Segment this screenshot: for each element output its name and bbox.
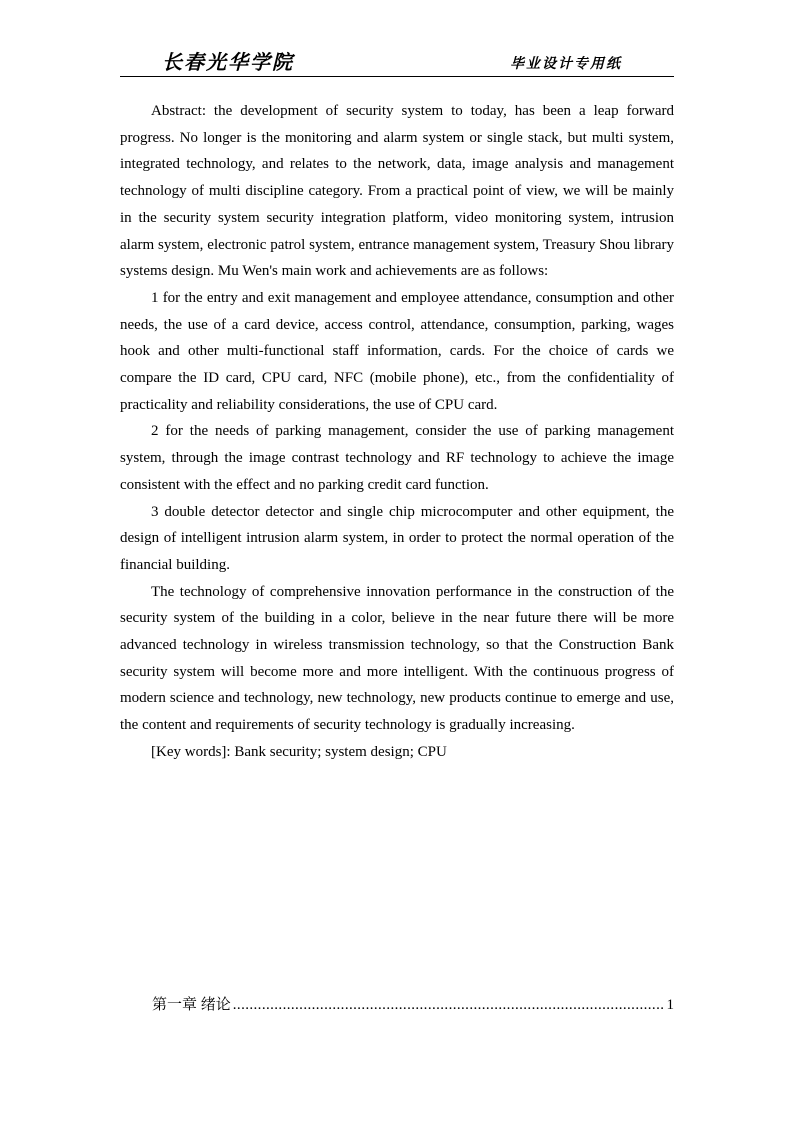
achievement-paragraph-2: 2 for the needs of parking management, consider the use of parking management system, through the image contrast technology and RF technology to achieve the image consistent with the effect and no parking credit card function. <box>120 423 674 493</box>
toc-dot-leader <box>233 993 665 1017</box>
toc-entry[interactable] <box>152 993 674 1017</box>
achievement-paragraph-3: 3 double detector detector and single chip microcomputer and other equipment, the design of intelligent intrusion alarm system, in order to protect the normal operation of the financial building. <box>120 503 674 573</box>
abstract-paragraph: Abstract: the development of security system to today, has been a leap forward progress. No longer is the monitoring and alarm system or single stack, but multi system, integrated technology, and relates to the network, data, image analysis and management technology of multi discipline category. From a practical point of view, we will be mainly in the security system security integration platform, video monitoring system, intrusion alarm system, electronic patrol system, entrance management system, Treasury Shou library systems design. Mu Wen's main work and achievements are as follows: <box>120 103 674 280</box>
school-name: 长春光华学院 <box>162 50 294 74</box>
toc-entry-title: 第一章 绪论 <box>152 997 231 1013</box>
keywords-line: [Key words]: Bank security; system design; CPU <box>151 743 447 760</box>
paper-type-label: 毕业设计专用纸 <box>510 56 622 72</box>
page-header <box>120 48 674 77</box>
abstract-body <box>120 98 674 766</box>
achievement-paragraph-1: 1 for the entry and exit management and employee attendance, consumption and other needs, the use of a card device, access control, attendance, consumption, parking, wages hook and other multi-functional staff information, cards. For the choice of cards we compare the ID card, CPU card, NFC (mobile phone), etc., from the confidentiality of practicality and reliability considerations, the use of CPU card. <box>120 289 674 413</box>
conclusion-paragraph: The technology of comprehensive innovation performance in the construction of the security system of the building in a color, believe in the near future there will be more advanced technology in wireless transmission technology, so that the Construction Bank security system will become more and more intelligent. With the continuous progress of modern science and technology, new technology, new products continue to emerge and use, the content and requirements of security technology is gradually increasing. <box>120 583 674 734</box>
toc-entry-page: 1 <box>666 997 674 1013</box>
